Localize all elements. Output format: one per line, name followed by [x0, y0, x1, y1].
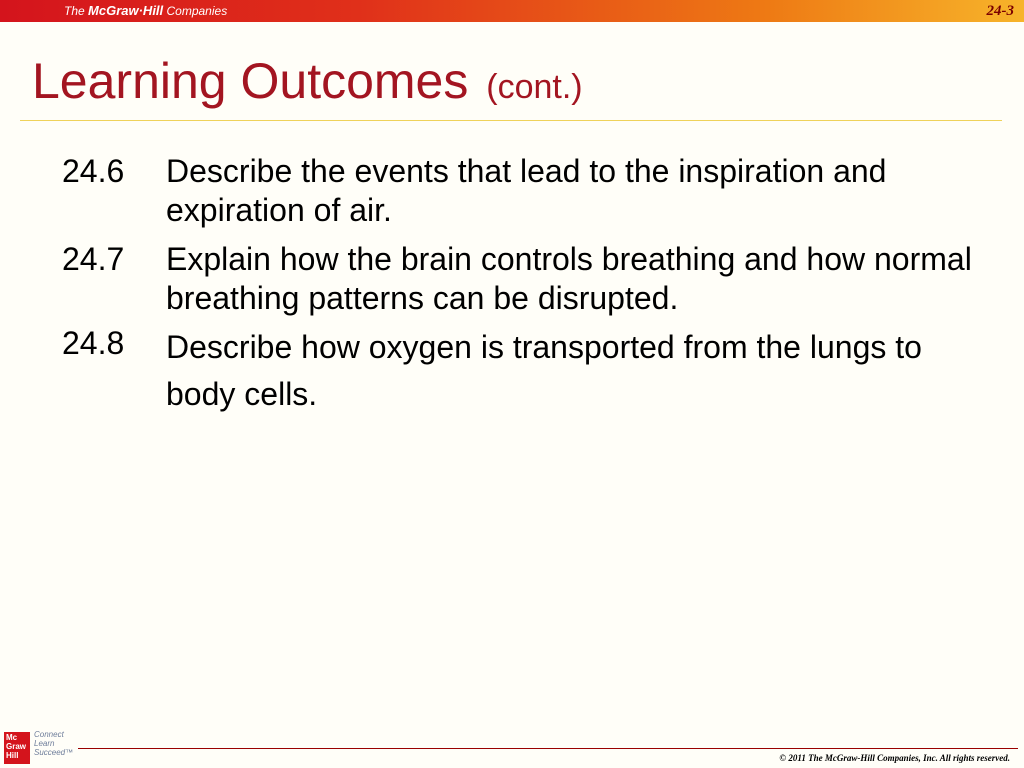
outcomes-list: [62, 152, 982, 428]
outcome-text: Describe how oxygen is transported from the lungs to body cells.: [166, 329, 922, 412]
publisher-brand: [64, 3, 227, 19]
brand-prefix: The: [64, 4, 85, 18]
title-main: Learning Outcomes: [32, 53, 469, 109]
top-banner: [0, 0, 1024, 22]
tagline-line: Learn: [34, 739, 55, 748]
title-suffix: (cont.): [486, 68, 583, 106]
tagline-line: Connect: [34, 730, 64, 739]
outcome-number: 24.7: [62, 241, 125, 277]
outcome-text: Explain how the brain controls breathing and how normal breathing patterns can be disrupted.: [166, 241, 972, 316]
outcome-number: 24.8: [62, 325, 125, 361]
outcome-item: [62, 240, 982, 318]
footer-divider: [78, 748, 1018, 749]
outcome-item: [62, 152, 982, 230]
logo-mark-line: Graw: [6, 742, 27, 751]
outcome-item: [62, 324, 982, 418]
logo-mark-line: Hill: [6, 751, 19, 760]
brand-name: McGraw·Hill: [88, 3, 164, 18]
tagline-line: Succeed™: [34, 748, 74, 757]
title-divider: [20, 120, 1002, 121]
slide-title: [32, 52, 583, 116]
copyright-notice: © 2011 The McGraw-Hill Companies, Inc. All rights reserved.: [779, 753, 1010, 763]
logo-mark-line: Mc: [6, 733, 18, 742]
outcome-text: Describe the events that lead to the inspiration and expiration of air.: [166, 153, 887, 228]
publisher-logo: [4, 728, 84, 766]
logo-tagline: [34, 730, 73, 757]
slide-number: 24-3: [986, 3, 1014, 19]
brand-suffix: Companies: [166, 4, 228, 18]
logo-mark: [4, 732, 30, 764]
outcome-number: 24.6: [62, 153, 125, 189]
